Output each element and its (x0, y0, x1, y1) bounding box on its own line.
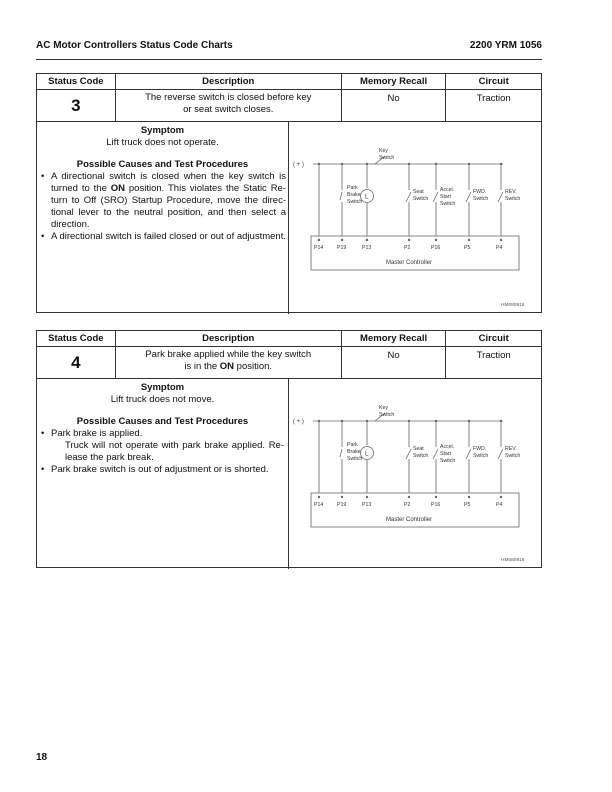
list-item (39, 171, 286, 231)
diagram-frame (290, 380, 541, 569)
park-brake-label: Switch (347, 199, 363, 205)
pin-dot (408, 496, 410, 498)
description-line: Park brake applied while the key switch (145, 349, 312, 360)
lamp-label: L (365, 450, 369, 458)
pin-dot (500, 496, 502, 498)
rev-switch-label: Switch (505, 196, 521, 202)
key-switch-label: Switch (379, 155, 395, 161)
rev-switch-label: REV. (505, 446, 517, 452)
figure-ref-label: HM080916 (501, 558, 525, 563)
accel-switch-label: Start (440, 451, 451, 457)
bullet-glyph: • (41, 171, 45, 182)
status-code-3-table (36, 73, 542, 313)
pin-label: P13 (362, 502, 372, 508)
plus-terminal-label: ( + ) (293, 162, 304, 168)
symptom-diagram-row (37, 379, 541, 569)
key-switch-label: Key (379, 148, 388, 154)
pin-label: P19 (337, 245, 347, 251)
accel-switch-label: Start (440, 194, 451, 200)
pin-dot (366, 496, 368, 498)
park-brake-label: Park (347, 185, 358, 191)
fwd-switch-label: Switch (473, 196, 489, 202)
park-brake-label: Brake (347, 449, 361, 455)
diagram-frame (290, 123, 541, 314)
symptom-title: Symptom (140, 125, 185, 136)
col-status-code: Status Code (37, 74, 116, 89)
pin-dot (500, 239, 502, 241)
causes-title: Possible Causes and Test Procedures (76, 159, 249, 170)
pin-dot (318, 239, 320, 241)
switch-blade (498, 192, 503, 202)
pin-label: P5 (464, 245, 471, 251)
diagram-panel (289, 122, 541, 314)
table-header-row (37, 331, 541, 347)
status-code-value: 3 (37, 90, 116, 121)
symptom-title: Symptom (140, 382, 185, 393)
rev-switch-label: Switch (505, 453, 521, 459)
pin-label: P14 (314, 245, 324, 251)
wiring-diagram (289, 122, 541, 314)
col-circuit: Circuit (478, 333, 509, 344)
col-description: Description (116, 331, 342, 346)
seat-switch-label: Switch (413, 453, 429, 459)
pin-dot (435, 239, 437, 241)
symptom-text: Lift truck does not operate. (106, 137, 219, 148)
cause-text: position. This violates the Static Re-turn to Off (SRO) Startup Procedure, move the direc-tional lever to the neutral position, and then select a direction. (51, 183, 287, 230)
description-cell (116, 90, 342, 121)
causes-list (39, 171, 286, 243)
pin-label: P13 (362, 245, 372, 251)
pin-label: P5 (464, 502, 471, 508)
description-line: or seat switch closes. (183, 104, 274, 115)
document-id: 2200 YRM 1056 (469, 40, 542, 51)
header-rule (36, 59, 542, 60)
switch-blade (433, 192, 438, 202)
symptom-section (37, 379, 289, 569)
park-brake-label: Brake (347, 192, 361, 198)
key-switch-label: Switch (379, 412, 395, 418)
pin-dot (468, 496, 470, 498)
causes-title: Possible Causes and Test Procedures (76, 416, 249, 427)
switch-blade (498, 449, 503, 459)
symptom-section (37, 122, 289, 314)
pin-label: P2 (404, 245, 411, 251)
col-status-code: Status Code (37, 331, 116, 346)
circuit-value: Traction (476, 350, 511, 361)
pin-dot (468, 239, 470, 241)
circuit-value: Traction (476, 93, 511, 104)
col-description: Description (116, 74, 342, 89)
cause-on-emphasis: ON (110, 183, 125, 194)
cause-text: Park brake switch is out of adjustment or is shorted. (51, 464, 269, 475)
fwd-switch-label: FWD. (473, 189, 487, 195)
table-row (37, 90, 541, 122)
pin-label: P2 (404, 502, 411, 508)
memory-recall-value: No (342, 347, 447, 378)
pin-dot (366, 239, 368, 241)
symptom-diagram-row (37, 122, 541, 314)
switch-blade (433, 449, 438, 459)
symptom-text: Lift truck does not move. (110, 394, 215, 405)
list-item (39, 464, 286, 476)
park-brake-label: Park (347, 442, 358, 448)
list-item (39, 428, 286, 440)
accel-switch-label: Accel. (440, 444, 455, 450)
col-memory-recall: Memory Recall (342, 74, 447, 89)
status-code-value: 4 (37, 347, 116, 378)
pin-label: P16 (431, 245, 441, 251)
bullet-glyph: • (41, 464, 45, 475)
description-line: The reverse switch is closed before key (145, 92, 312, 103)
seat-switch-label: Seat (413, 446, 424, 452)
cause-subtext: Truck will not operate with park brake applied. Re-lease the park break. (65, 440, 284, 463)
pin-label: P16 (431, 502, 441, 508)
description-text: is in the (184, 361, 220, 372)
switch-blade (406, 192, 411, 202)
causes-list (39, 428, 286, 440)
accel-switch-label: Switch (440, 201, 456, 207)
accel-switch-label: Switch (440, 458, 456, 464)
master-controller-label: Master Controller (386, 260, 433, 266)
table-row (37, 347, 541, 379)
wiring-diagram (289, 379, 541, 569)
page-number: 18 (36, 752, 48, 763)
pin-dot (341, 239, 343, 241)
list-item (39, 231, 286, 243)
pin-label: P4 (496, 502, 503, 508)
park-brake-label: Switch (347, 456, 363, 462)
pin-dot (435, 496, 437, 498)
header-title: AC Motor Controllers Status Code Charts (36, 40, 233, 51)
park-brake-blade (340, 192, 342, 200)
key-switch-label: Key (379, 405, 388, 411)
cause-text: A directional switch is closed when the key switch is turned to the (51, 171, 286, 194)
table-header-row (37, 74, 541, 90)
rev-switch-label: REV. (505, 189, 517, 195)
seat-switch-label: Switch (413, 196, 429, 202)
master-controller-label: Master Controller (386, 517, 433, 523)
park-brake-blade (340, 449, 342, 457)
pin-label: P4 (496, 245, 503, 251)
fwd-switch-label: FWD. (473, 446, 487, 452)
switch-blade (466, 192, 471, 202)
pin-dot (318, 496, 320, 498)
status-code-4-table (36, 330, 542, 568)
switch-blade (466, 449, 471, 459)
pin-dot (408, 239, 410, 241)
description-cell (116, 347, 342, 378)
switch-blade (406, 449, 411, 459)
pin-label: P19 (337, 502, 347, 508)
accel-switch-label: Accel. (440, 187, 455, 193)
description-on-emphasis: ON (219, 361, 235, 372)
pin-dot (341, 496, 343, 498)
fwd-switch-label: Switch (473, 453, 489, 459)
description-text: position. (234, 361, 273, 372)
col-circuit: Circuit (478, 76, 509, 87)
figure-ref-label: HM080916 (501, 303, 525, 308)
cause-text: Park brake is applied. (51, 428, 143, 439)
lamp-label: L (365, 193, 369, 201)
seat-switch-label: Seat (413, 189, 424, 195)
pin-label: P14 (314, 502, 324, 508)
bullet-glyph: • (41, 428, 45, 439)
col-memory-recall: Memory Recall (342, 331, 447, 346)
memory-recall-value: No (342, 90, 447, 121)
description-line (122, 361, 335, 373)
causes-list (39, 464, 286, 476)
cause-text: A directional switch is failed closed or out of adjustment. (51, 231, 286, 242)
plus-terminal-label: ( + ) (293, 419, 304, 425)
diagram-panel (289, 379, 541, 569)
bullet-glyph: • (41, 231, 45, 242)
